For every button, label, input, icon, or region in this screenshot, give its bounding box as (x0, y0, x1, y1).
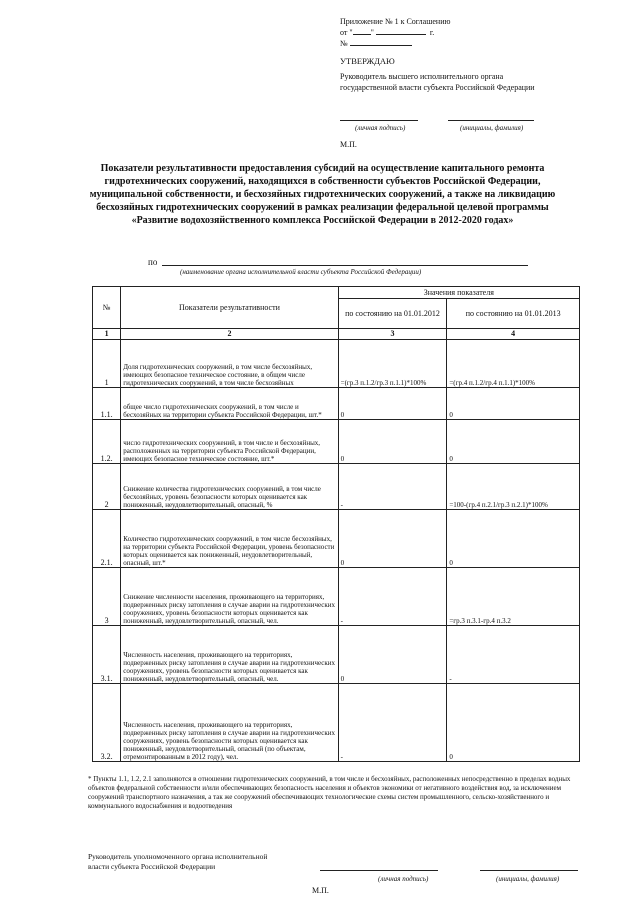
table-row (93, 464, 580, 510)
official-signature-line (320, 870, 438, 871)
col-2013-header: по состоянию на 01.01.2013 (447, 299, 580, 329)
row-number: 1.1. (93, 388, 121, 420)
table-row (93, 388, 580, 420)
footnote: * Пункты 1.1, 1.2, 2.1 заполняются в отношении гидротехнических сооружений, в том числе и бесхозяйных, расположенных непосредственно в пределах водных объектов федеральной собственности и/или обеспечивающих безопасность населения и объектов экономики от негативного воздействия вод, за исключением сооружений транспортного назначения, а так же сооружений обеспечивающих технологические схемы систем промышленного, сельско-хозяйственного и коммунального водоснабжения и водоотведения (88, 775, 571, 810)
head-signature-line (340, 120, 418, 121)
row-value-2012: 0 (338, 388, 447, 420)
table-row (93, 510, 580, 568)
row-indicator: Доля гидротехнических сооружений, в том числе бесхозяйных, имеющих безопасное техническое состояние, в общем числе гидротехнических сооружений, в том числе бесхозяйных (121, 340, 338, 388)
col-num-header: № (93, 287, 121, 329)
table-row (93, 340, 580, 388)
row-number: 3.2. (93, 684, 121, 762)
row-number: 3 (93, 568, 121, 626)
row-number: 1.2. (93, 420, 121, 464)
head-initials-line (448, 120, 534, 121)
official-title-line1: Руководитель уполномоченного органа исполнительной (88, 852, 268, 861)
row-value-2012: 0 (338, 420, 447, 464)
table-row (93, 420, 580, 464)
row-number: 2 (93, 464, 121, 510)
org-caption: (наименование органа исполнительной власти субъекта Российской Федерации) (180, 268, 422, 276)
head-stamp-place: М.П. (340, 140, 357, 149)
row-value-2013: - (447, 626, 580, 684)
official-stamp-place: М.П. (312, 886, 329, 895)
row-value-2013: =гр.3 п.3.1-гр.4 п.3.2 (447, 568, 580, 626)
appendix-header (340, 16, 620, 93)
head-signature-caption: (личная подпись) (355, 124, 406, 132)
official-initials-line (480, 870, 578, 871)
row-value-2012: =(гр.3 п.1.2/гр.3 п.1.1)*100% (338, 340, 447, 388)
indicators-table (92, 286, 580, 762)
row-value-2013: =100-(гр.4 п.2.1/гр.3 п.2.1)*100% (447, 464, 580, 510)
col-values-header: Значения показателя (338, 287, 579, 299)
row-value-2013: =(гр.4 п.1.2/гр.4 п.1.1)*100% (447, 340, 580, 388)
col-index-3: 3 (338, 329, 447, 340)
col-index-2: 2 (121, 329, 338, 340)
col-indicator-header: Показатели результативности (121, 287, 338, 329)
row-number: 3.1. (93, 626, 121, 684)
head-initials-caption: (инициалы, фамилия) (460, 124, 524, 132)
row-number: 1 (93, 340, 121, 388)
row-indicator: общее число гидротехнических сооружений, в том числе и бесхозяйных на территории субъекта Российской Федерации, шт.* (121, 388, 338, 420)
row-indicator: число гидротехнических сооружений, в том числе и бесхозяйных, расположенных на территории субъекта Российской Федерации, имеющих безопасное техническое состояние, шт.* (121, 420, 338, 464)
row-value-2013: 0 (447, 388, 580, 420)
row-indicator: Снижение численности населения, проживающего на территориях, подверженных риску затопления в случае аварии на гидротехнических сооружениях, уровень безопасности которых оценивается как пониженный, неудовлетворительный, опасный, чел. (121, 568, 338, 626)
row-indicator: Количество гидротехнических сооружений, в том числе бесхозяйных, на территории субъекта Российской Федерации, уровень безопасности которых оценивается как пониженный, неудовлетворительный, опасный, шт.* (121, 510, 338, 568)
table-row (93, 568, 580, 626)
appendix-label: Приложение № 1 к Соглашению (340, 17, 451, 26)
row-indicator: Численность населения, проживающего на территориях, подверженных риску затопления в случае аварии на гидротехнических сооружениях, уровень безопасности которых оценивается как пониженный, неудовлетворительный, опасный, чел. (121, 626, 338, 684)
org-name-line (162, 265, 528, 266)
row-value-2013: 0 (447, 510, 580, 568)
row-value-2012: - (338, 568, 447, 626)
row-value-2012: - (338, 464, 447, 510)
official-title-line2: власти субъекта Российской Федерации (88, 862, 216, 871)
row-value-2012: 0 (338, 626, 447, 684)
head-title-line2: государственной власти субъекта Российской Федерации (340, 83, 535, 92)
col-index-4: 4 (447, 329, 580, 340)
row-indicator: Численность населения, проживающего на территориях, подверженных риску затопления в случае аварии на гидротехнических сооружениях, уровень безопасности которых оценивается как пониженный, неудовлетворительный, опасный (по объектам, отремонтированным в 2012 году), чел. (121, 684, 338, 762)
table-row (93, 626, 580, 684)
approve-label: УТВЕРЖДАЮ (340, 56, 395, 66)
row-value-2013: 0 (447, 684, 580, 762)
col-index-1: 1 (93, 329, 121, 340)
head-title-line1: Руководитель высшего исполнительного органа (340, 72, 504, 81)
row-indicator: Снижение количества гидротехнических сооружений, в том числе бесхозяйных, уровень безопасности которых оценивается как пониженный, неудовлетворительный, опасный, % (121, 464, 338, 510)
official-signature-caption: (личная подпись) (378, 875, 429, 883)
org-prefix: по (148, 257, 158, 267)
official-signature-block (88, 852, 318, 872)
appendix-date-line: от " " г. (340, 28, 435, 37)
row-number: 2.1. (93, 510, 121, 568)
table-row (93, 684, 580, 762)
row-value-2012: - (338, 684, 447, 762)
row-value-2012: 0 (338, 510, 447, 568)
official-initials-caption: (инициалы, фамилия) (496, 875, 560, 883)
col-2012-header: по состоянию на 01.01.2012 (338, 299, 447, 329)
document-title: Показатели результативности предоставления субсидий на осуществление капитального ремонта гидротехнических сооружений, находящихся в собственности субъектов Российской Федерации, муниципальной собственности, и бесхозяйных гидротехнических сооружений, а также на ликвидацию бесхозяйных гидротехнических сооружений в рамках реализации федеральной целевой программы «Развитие водохозяйственного комплекса Российской Федерации в 2012-2020 годах» (89, 163, 556, 226)
appendix-number-line: № (340, 38, 620, 49)
row-value-2013: 0 (447, 420, 580, 464)
